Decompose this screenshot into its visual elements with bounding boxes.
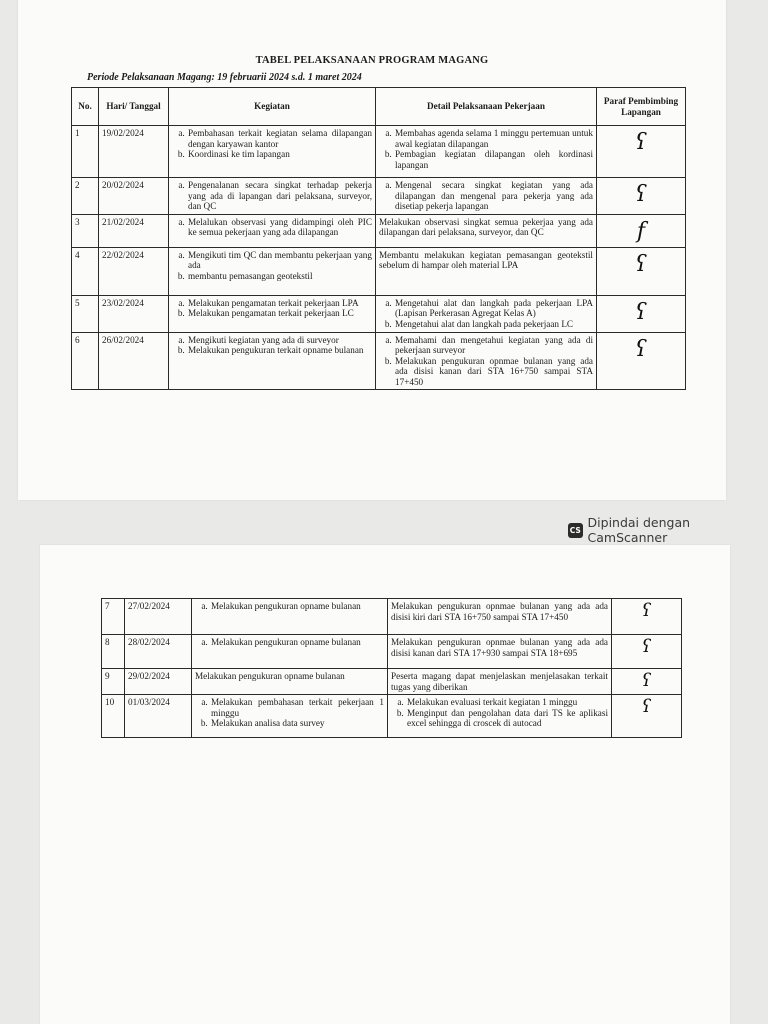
row-number: 7 [102, 599, 125, 635]
activity-item: a. Melalukan observasi yang didampingi oleh PIC ke semua pekerjaan yang ada dilapangan [187, 217, 372, 238]
internship-period: Periode Pelaksanaan Magang: 19 februarii 2024 s.d. 1 maret 2024 [87, 72, 362, 83]
activity-list [172, 250, 372, 282]
activity-item: a. Melakukan pembahasan terkait pekerjaan 1 minggu [210, 697, 384, 718]
row-activity [169, 126, 376, 178]
row-activity [192, 669, 388, 695]
row-activity [192, 635, 388, 669]
activity-item: a. Pembahasan terkait kegiatan selama dilapangan dengan karyawan kantor [187, 128, 372, 149]
row-detail [376, 332, 597, 390]
detail-list [379, 335, 593, 388]
row-detail [376, 126, 597, 178]
activity-item: b. membantu pemasangan geotekstil [187, 271, 372, 282]
supervisor-signature [612, 695, 682, 738]
signature-mark: ʕ [641, 670, 652, 691]
row-date: 27/02/2024 [125, 599, 192, 635]
activity-item: b. Melakukan pengamatan terkait pekerjaan LC [187, 308, 372, 319]
table-row [72, 295, 686, 332]
signature-mark: ʕ [635, 130, 647, 155]
signature-mark: ʕ [635, 251, 647, 277]
row-activity [169, 332, 376, 390]
table-row [72, 214, 686, 247]
signature-mark: f [636, 218, 646, 244]
supervisor-signature [612, 599, 682, 635]
detail-text: Melakukan observasi singkat semua pekerjaa yang ada dilapangan dari pelaksana, surveyor, dan QC [379, 216, 593, 237]
row-detail [376, 247, 597, 295]
row-number: 2 [72, 178, 99, 215]
row-date: 23/02/2024 [99, 295, 169, 332]
row-date: 28/02/2024 [125, 635, 192, 669]
row-activity [169, 214, 376, 247]
internship-log-table-continued [101, 598, 682, 738]
row-number: 5 [72, 295, 99, 332]
camscanner-icon: CS [568, 523, 583, 538]
activity-item: a. Melakukan pengamatan terkait pekerjaan LPA [187, 298, 372, 309]
supervisor-signature [597, 178, 686, 215]
row-number: 10 [102, 695, 125, 738]
supervisor-signature [612, 669, 682, 695]
activity-list [195, 697, 384, 729]
activity-item: a. Mengikuti tim QC dan membantu pekerjaan yang ada [187, 250, 372, 271]
row-date: 22/02/2024 [99, 247, 169, 295]
detail-list [379, 128, 593, 170]
activity-list [172, 217, 372, 238]
signature-mark: ʕ [641, 600, 652, 621]
detail-item: a. Membahas agenda selama 1 minggu pertemuan untuk awal kegiatan dilapangan [394, 128, 593, 149]
internship-log-table [71, 87, 686, 390]
row-detail [376, 214, 597, 247]
watermark-text: Dipindai dengan CamScanner [587, 515, 691, 545]
signature-mark: ʕ [641, 636, 652, 657]
activity-item: a. Mengikuti kegiatan yang ada di surveyor [187, 335, 372, 346]
detail-item: b. Melakukan pengukuran opnmae bulanan yang ada ada disisi kanan dari STA 16+750 sampai STA 17+450 [394, 356, 593, 388]
row-activity [169, 295, 376, 332]
row-number: 1 [72, 126, 99, 178]
table-row [102, 599, 682, 635]
row-detail [388, 635, 612, 669]
detail-list [379, 298, 593, 330]
row-date: 19/02/2024 [99, 126, 169, 178]
row-detail [388, 695, 612, 738]
detail-item: b. Mengetahui alat dan langkah pada pekerjaan LC [394, 319, 593, 330]
activity-list [172, 128, 372, 160]
table-row [72, 247, 686, 295]
header-date: Hari/ Tanggal [99, 88, 169, 126]
detail-list [391, 697, 608, 729]
camscanner-watermark [568, 515, 768, 545]
header-activity: Kegiatan [169, 88, 376, 126]
row-number: 3 [72, 214, 99, 247]
activity-item: a. Pengenalanan secara singkat terhadap pekerja yang ada di lapangan dari pelaksana, surveyor, dan QC [187, 180, 372, 212]
table-header-row [72, 88, 686, 126]
row-date: 20/02/2024 [99, 178, 169, 215]
row-detail [376, 295, 597, 332]
supervisor-signature [597, 332, 686, 390]
signature-mark: ʕ [641, 696, 652, 717]
row-date: 26/02/2024 [99, 332, 169, 390]
detail-item: b. Pembagian kegiatan dilapangan oleh kordinasi lapangan [394, 149, 593, 170]
signature-mark: ʕ [635, 299, 647, 325]
row-activity [169, 178, 376, 215]
activity-item: b. Melakukan analisa data survey [210, 718, 384, 729]
row-number: 9 [102, 669, 125, 695]
table-row [72, 126, 686, 178]
detail-text: Peserta magang dapat menjelaskan menjelasakan terkait tugas yang diberikan [391, 671, 608, 692]
header-no: No. [72, 88, 99, 126]
row-number: 4 [72, 247, 99, 295]
activity-list [172, 180, 372, 212]
table-row [102, 669, 682, 695]
supervisor-signature [612, 635, 682, 669]
scanned-page-2 [40, 545, 730, 1024]
activity-item: a. Melakukan pengukuran opname bulanan [210, 601, 384, 612]
activity-item: b. Koordinasi ke tim lapangan [187, 149, 372, 160]
table-row [102, 695, 682, 738]
activity-list [195, 637, 384, 648]
activity-text: Melakukan pengukuran opname bulanan [195, 671, 345, 681]
row-date: 29/02/2024 [125, 669, 192, 695]
detail-text: Membantu melakukan kegiatan pemasangan geotekstil sebelum di hampar oleh material LPA [379, 249, 593, 270]
row-activity [192, 695, 388, 738]
scanned-page-1 [18, 0, 726, 500]
table-row [72, 332, 686, 390]
row-activity [169, 247, 376, 295]
detail-item: a. Melakukan evaluasi terkait kegiatan 1 minggu [406, 697, 608, 708]
row-date: 21/02/2024 [99, 214, 169, 247]
supervisor-signature [597, 295, 686, 332]
supervisor-signature [597, 247, 686, 295]
header-paraf: Paraf Pembimbing Lapangan [597, 88, 686, 126]
row-activity [192, 599, 388, 635]
detail-item: a. Mengetahui alat dan langkah pada pekerjaan LPA (Lapisan Perkerasan Agregat Kelas A) [394, 298, 593, 319]
detail-text: Melakukan pengukuran opnmae bulanan yang ada ada disisi kanan dari STA 17+930 sampai STA 18+695 [391, 637, 608, 658]
activity-item: b. Melakukan pengukuran terkait opname bulanan [187, 345, 372, 356]
row-detail [388, 599, 612, 635]
row-number: 8 [102, 635, 125, 669]
activity-list [172, 335, 372, 356]
signature-mark: ʕ [635, 182, 647, 207]
detail-item: b. Menginput dan pengolahan data dari TS ke aplikasi excel sehingga di croscek di autocad [406, 708, 608, 729]
header-detail: Detail Pelaksanaan Pekerjaan [376, 88, 597, 126]
detail-text: Melakukan pengukuran opnmae bulanan yang ada ada disisi kiri dari STA 16+750 sampai STA 17+450 [391, 601, 608, 622]
activity-list [195, 601, 384, 612]
detail-list [379, 180, 593, 212]
activity-item: a. Melakukan pengukuran opname bulanan [210, 637, 384, 648]
detail-item: a. Mengenal secara singkat kegiatan yang ada dilapangan dan mengenal para pekerja yang ada disetiap pekerja lapangan [394, 180, 593, 212]
supervisor-signature [597, 214, 686, 247]
activity-list [172, 298, 372, 319]
row-detail [388, 669, 612, 695]
document-title: TABEL PELAKSANAAN PROGRAM MAGANG [255, 55, 489, 66]
row-number: 6 [72, 332, 99, 390]
detail-item: a. Memahami dan mengetahui kegiatan yang ada di pekerjaan surveyor [394, 335, 593, 356]
row-date: 01/03/2024 [125, 695, 192, 738]
row-detail [376, 178, 597, 215]
table-row [102, 635, 682, 669]
table-row [72, 178, 686, 215]
supervisor-signature [597, 126, 686, 178]
signature-mark: ʕ [635, 336, 647, 362]
